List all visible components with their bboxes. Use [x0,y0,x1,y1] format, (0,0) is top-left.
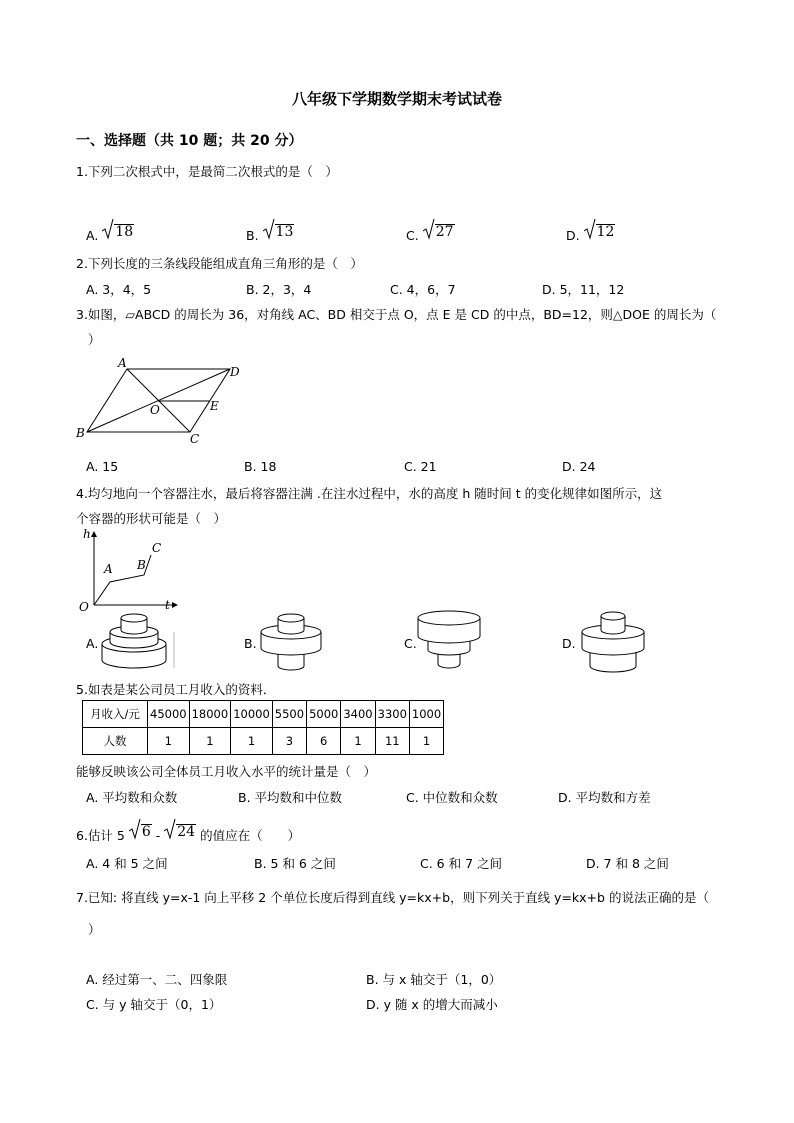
q1-option-d[interactable] [566,218,615,243]
radicand: 18 [115,224,134,240]
container-c-icon [416,610,488,674]
q5-option-a[interactable]: A. 平均数和众数 [86,790,178,805]
table-cell: 1 [189,728,231,755]
radical-sign [263,218,295,240]
q6-option-d[interactable]: D. 7 和 8 之间 [586,856,669,871]
table-cell: 5000 [307,701,341,728]
q2-option-d[interactable]: D. 5，11，12 [542,282,625,297]
table-cell: 3300 [375,701,409,728]
table-cell: 3 [272,728,306,755]
label-b: B [76,426,85,440]
table-cell: 1000 [409,701,443,728]
label-e: E [210,399,219,413]
parallelogram-figure [70,352,250,448]
table-cell: 1 [148,728,190,755]
origin-label: O [79,600,89,614]
table-cell: 45000 [148,701,190,728]
q5-option-c[interactable]: C. 中位数和众数 [406,790,498,805]
radicand: 6 [141,824,151,840]
q3-stem-line1: 3.如图，▱ABCD 的周长为 36，对角线 AC、BD 相交于点 O，点 E 是 CD 的中点，BD=12，则△DOE 的周长为（ [76,307,717,322]
q5-option-d[interactable]: D. 平均数和方差 [558,790,651,805]
q7-option-a[interactable]: A. 经过第一、二、四象限 [86,972,228,987]
q6-option-a[interactable]: A. 4 和 5 之间 [86,856,168,871]
radical-sign [423,218,455,240]
table-cell: 1 [231,728,273,755]
axis-t-label: t [165,598,170,612]
income-table [82,700,444,755]
q1-option-c[interactable] [406,218,455,243]
table-row [83,728,444,755]
radicand: 13 [275,224,294,240]
q6-suffix: 的值应在（ ） [200,828,301,843]
q6-stem [76,818,300,844]
q7-option-d[interactable]: D. y 随 x 的增大而减小 [366,997,498,1012]
q4-option-a[interactable]: A. [86,636,99,651]
label-o: O [150,403,160,417]
radical-sign [584,218,616,240]
q4-stem-line1: 4.均匀地向一个容器注水，最后将容器注满 .在注水过程中，水的高度 h 随时间 t 的变化规律如图所示，这 [76,486,663,501]
point-b-label: B [137,558,146,572]
table-cell: 1 [341,728,375,755]
q7-stem-line2: ） [88,922,101,937]
radical-sign [164,818,196,840]
q5-stem: 5.如表是某公司员工月收入的资料． [76,682,276,697]
q6-option-b[interactable]: B. 5 和 6 之间 [254,856,336,871]
q5-question: 能够反映该公司全体员工月收入水平的统计量是（ ） [76,764,377,779]
option-label: D. [566,228,580,243]
point-c-label: C [152,541,162,555]
table-cell: 5500 [272,701,306,728]
radicand: 12 [596,224,615,240]
container-d-icon [580,610,652,674]
q2-option-c[interactable]: C. 4，6，7 [390,282,456,297]
table-header-count: 人数 [83,728,148,755]
radical-sign [102,218,134,240]
q4-option-d[interactable]: D. [562,636,576,651]
q7-option-c[interactable]: C. 与 y 轴交于（0，1） [86,997,222,1012]
table-row [83,701,444,728]
q2-option-b[interactable]: B. 2，3，4 [246,282,312,297]
q3-option-a[interactable]: A. 15 [86,459,119,474]
label-a: A [118,356,127,370]
q3-option-b[interactable]: B. 18 [244,459,277,474]
table-cell: 1 [409,728,443,755]
axis-h-label: h [83,527,91,541]
water-level-graph [74,527,184,615]
q6-option-c[interactable]: C. 6 和 7 之间 [420,856,503,871]
option-label: A. [86,228,99,243]
label-d: D [230,365,240,379]
q5-option-b[interactable]: B. 平均数和中位数 [238,790,343,805]
q4-stem-line2: 个容器的形状可能是（ ） [76,511,227,526]
table-cell: 10000 [231,701,273,728]
radical-sign [129,818,152,840]
radicand: 27 [435,224,454,240]
page-title: 八年级下学期数学期末考试试卷 [291,90,502,108]
q1-option-a[interactable] [86,218,134,243]
q2-stem: 2.下列长度的三条线段能组成直角三角形的是（ ） [76,256,363,271]
q1-stem: 1.下列二次根式中，是最简二次根式的是（ ） [76,164,338,179]
q6-prefix: 6.估计 5 [76,828,125,843]
q7-option-b[interactable]: B. 与 x 轴交于（1，0） [366,972,502,987]
option-label: B. [246,228,259,243]
table-cell: 3400 [341,701,375,728]
q1-option-b[interactable] [246,218,294,243]
radicand: 24 [177,824,196,840]
minus-sign: - [155,828,161,843]
q3-stem-line2: ） [88,332,101,347]
container-a-icon [98,612,178,674]
table-cell: 18000 [189,701,231,728]
table-cell: 11 [375,728,409,755]
table-header-income: 月收入/元 [83,701,148,728]
q4-option-c[interactable]: C. [404,636,417,651]
section-heading: 一、选择题（共 10 题；共 20 分） [76,133,303,149]
container-b-icon [258,612,330,674]
q4-option-b[interactable]: B. [244,636,257,651]
point-a-label: A [104,562,113,576]
q3-option-c[interactable]: C. 21 [404,459,437,474]
option-label: C. [406,228,419,243]
q3-option-d[interactable]: D. 24 [562,459,596,474]
q7-stem-line1: 7.已知: 将直线 y=x-1 向上平移 2 个单位长度后得到直线 y=kx+b，则下列关于直线 y=kx+b 的说法正确的是（ [76,890,709,905]
table-cell: 6 [307,728,341,755]
label-c: C [190,432,200,446]
q2-option-a[interactable]: A. 3，4，5 [86,282,152,297]
